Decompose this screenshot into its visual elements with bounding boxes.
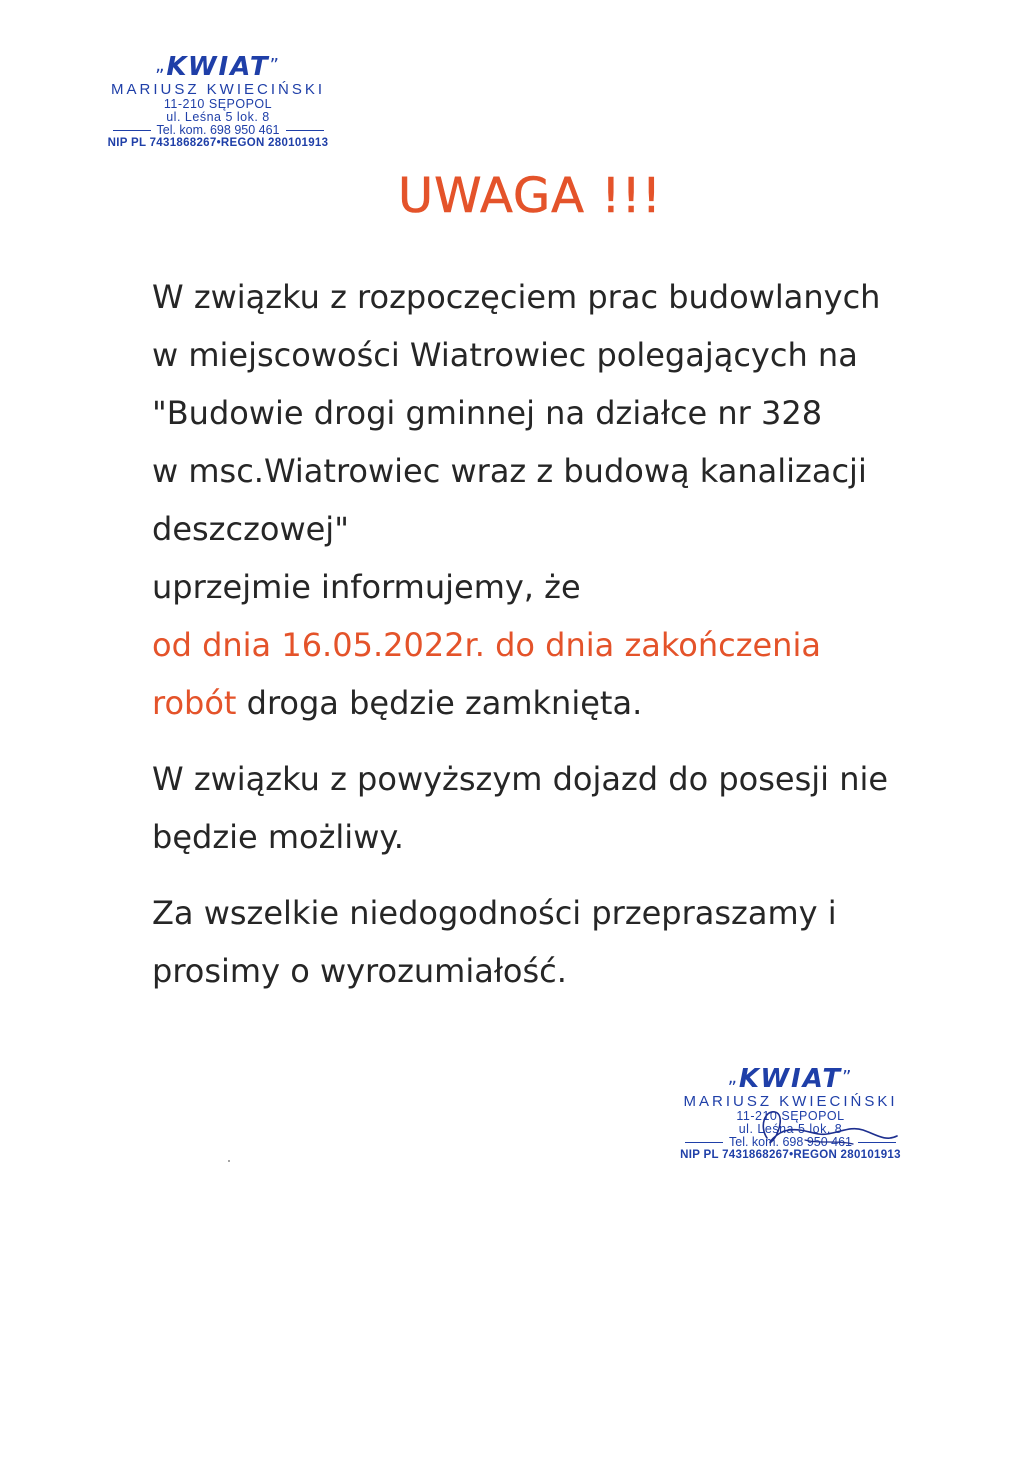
notice-heading: UWAGA !!! [398,168,662,224]
stamp-street: ul. Leśna 5 lok. 8 [166,110,270,125]
stamp-owner: MARIUSZ KWIECIŃSKI [683,1093,898,1111]
stamp-street: ul. Leśna 5 lok. 8 [738,1122,843,1137]
notice-body [152,268,942,1000]
company-stamp-top [78,54,358,149]
signature-icon [745,1096,905,1156]
stamp-brand: „KWIAT” [155,52,281,82]
notice-line: W związku z rozpoczęciem prac budowlanych [152,278,881,316]
access-line: W związku z powyższym dojazd do posesji nie [152,760,889,798]
stamp-phone-row [78,124,358,137]
apology-line: prosimy o wyrozumiałość. [152,952,567,990]
apology-line: Za wszelkie niedogodności przepraszamy i [152,894,837,932]
notice-line: w miejscowości Wiatrowiec polegających na [152,336,858,374]
notice-line: deszczowej" [152,510,349,548]
stamp-phone: Tel. kom. 698 950 461 [156,123,280,138]
notice-line: uprzejmie informujemy, że [152,568,581,606]
closure-tail: droga będzie zamknięta. [236,684,643,722]
stamp-ids: NIP PL 7431868267•REGON 280101913 [107,137,329,150]
access-line: będzie możliwy. [152,818,404,856]
scan-speck [228,1160,230,1162]
stamp-rule-right [286,130,324,131]
closure-date-line: od dnia 16.05.2022r. do dnia zakończenia [152,626,821,664]
stamp-owner: MARIUSZ KWIECIŃSKI [110,81,325,99]
closure-line [152,674,942,732]
stamp-postcode-city: 11-210 SĘPOPOL [736,1109,845,1124]
notice-line: w msc.Wiatrowiec wraz z budową kanalizacji [152,452,867,490]
stamp-postcode-city: 11-210 SĘPOPOL [163,97,273,112]
stamp-ids: NIP PL 7431868267•REGON 280101913 [680,1149,901,1162]
notice-line: "Budowie drogi gminnej na działce nr 328 [152,394,823,432]
stamp-phone: Tel. kom. 698 950 461 [729,1135,852,1150]
stamp-brand-text: KWIAT [166,52,270,82]
closure-highlight-word: robót [152,684,237,722]
stamp-brand-text: KWIAT [738,1064,843,1094]
stamp-rule-left [685,1142,723,1143]
stamp-rule-left [113,130,151,131]
stamp-brand: „KWIAT” [727,1064,854,1094]
